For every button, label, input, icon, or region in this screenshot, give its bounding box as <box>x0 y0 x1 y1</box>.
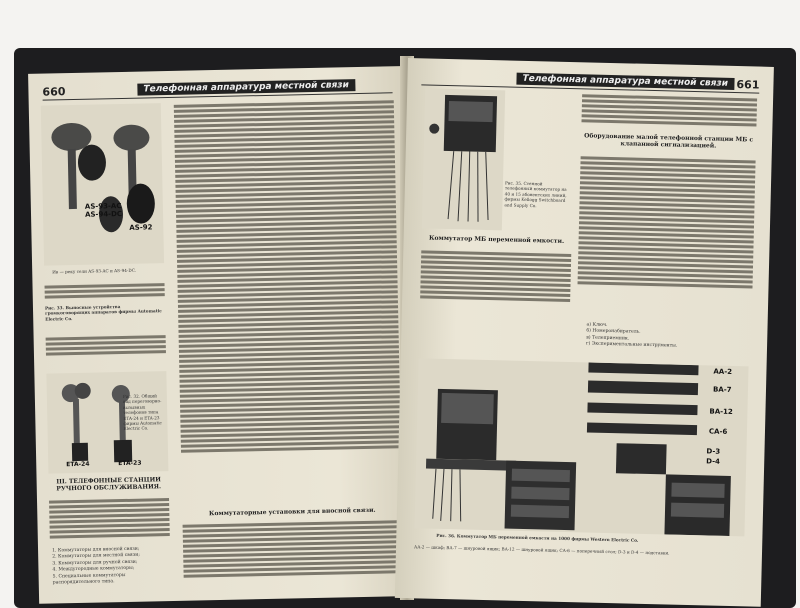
fig-label-eta24: ETA-24 <box>66 460 90 469</box>
list-item: а) Ключ. <box>586 322 608 328</box>
speaker-illustration <box>41 103 164 265</box>
right-body-column-2 <box>577 154 755 290</box>
label-d3: D-3 <box>706 447 721 456</box>
right-body-text-left <box>420 248 571 304</box>
right-footnote: АА-2 — шкаф; ВА-7 — шнуровой ящик; ВА-12 — шнуровой ящик; СА-6 — поперечный стол; D-3 и D-4 — подставки. <box>413 544 670 556</box>
label-ca6: СА-6 <box>708 427 728 436</box>
right-fig-caption-main: Рис. 36. Коммутатор МБ переменной емкости на 1000 фирмы Western Electric Co. <box>436 532 639 543</box>
switchboard-photo <box>415 358 749 536</box>
left-page <box>28 66 417 604</box>
left-fig-caption-3: Рис. 32. Общий вид переговорно-вызывных телефонов типа ETA-24 и ETA-23 фирмы Automatic Electric Co. <box>122 393 162 432</box>
list-item: 1. Коммутаторы для вносной связи; <box>52 546 140 554</box>
label-ba12: ВА-12 <box>709 407 733 417</box>
list-item: г) Экспериментальные инструменты. <box>586 341 678 349</box>
list-item: 4. Междугородные коммутаторы; <box>52 566 135 573</box>
label-aa2: АА-2 <box>713 367 733 377</box>
list-item: б) Номеронабиратель. <box>586 328 641 336</box>
right-page <box>395 58 774 607</box>
wall-switchboard-photo <box>422 88 505 230</box>
left-header <box>42 76 392 100</box>
right-list <box>586 322 747 352</box>
label-ba7: ВА-7 <box>712 385 732 395</box>
list-item: в) Телеприемник. <box>586 335 630 342</box>
wall-switchboard-illustration <box>422 88 505 230</box>
fig-label-eta23: ETA-23 <box>118 459 142 468</box>
heading-mb-station: Оборудование малой телефонной станции МБ с клапанной сигнализацией. <box>584 132 754 150</box>
list-item: 3. Коммутаторы для ручной связи; <box>52 559 138 567</box>
section-title: III. ТЕЛЕФОННЫЕ СТАНЦИИ РУЧНОГО ОБСЛУЖИВАНИЯ. <box>56 476 162 493</box>
subsection-title: Коммутаторные установки для вносной связи. <box>208 506 376 518</box>
left-page-number: 660 <box>42 85 66 99</box>
switchboard-type-list <box>52 546 171 587</box>
left-body-text-1 <box>44 281 164 301</box>
switchboard-illustration <box>415 358 749 536</box>
right-page-number: 661 <box>736 78 760 92</box>
left-body-column-2 <box>183 518 404 580</box>
list-item: 2. Коммутаторы для местной связи; <box>52 553 140 560</box>
fig-label-as94: AS-94-DC <box>84 209 123 219</box>
list-item: 5. Специальные коммутаторы распорядительного типа. <box>52 572 126 586</box>
speaker-photo <box>41 103 164 265</box>
heading-variable-capacity: Коммутатор МБ переменной емкости. <box>428 234 565 245</box>
left-body-text-2 <box>46 333 166 358</box>
label-d4: D-4 <box>706 457 721 466</box>
left-body-text-3 <box>49 496 170 541</box>
left-body-column <box>174 98 401 455</box>
left-fig-caption-2: Рис. 33. Выносные устройства громкоговорящих аппаратов фирмы Automatic Electric Co. <box>44 304 162 322</box>
right-fig-caption-top: Рис. 35. Стенной телефонный коммутатор на 40 и 15 абонентских линий, фирмы Kellogg Switchboard and Supply Co. <box>504 180 567 208</box>
fig-label-as92: AS-92 <box>129 223 153 232</box>
left-running-title: Телефонная аппаратура местной связи <box>137 79 355 96</box>
left-fig-caption-1: Ив — реку тели AS-93-AC и AS-94-DC. <box>52 267 137 275</box>
right-running-title: Телефонная аппаратура местной связи <box>516 73 734 90</box>
right-body-column <box>581 92 757 128</box>
fig-label-as93: AS-93-AC <box>84 201 122 211</box>
